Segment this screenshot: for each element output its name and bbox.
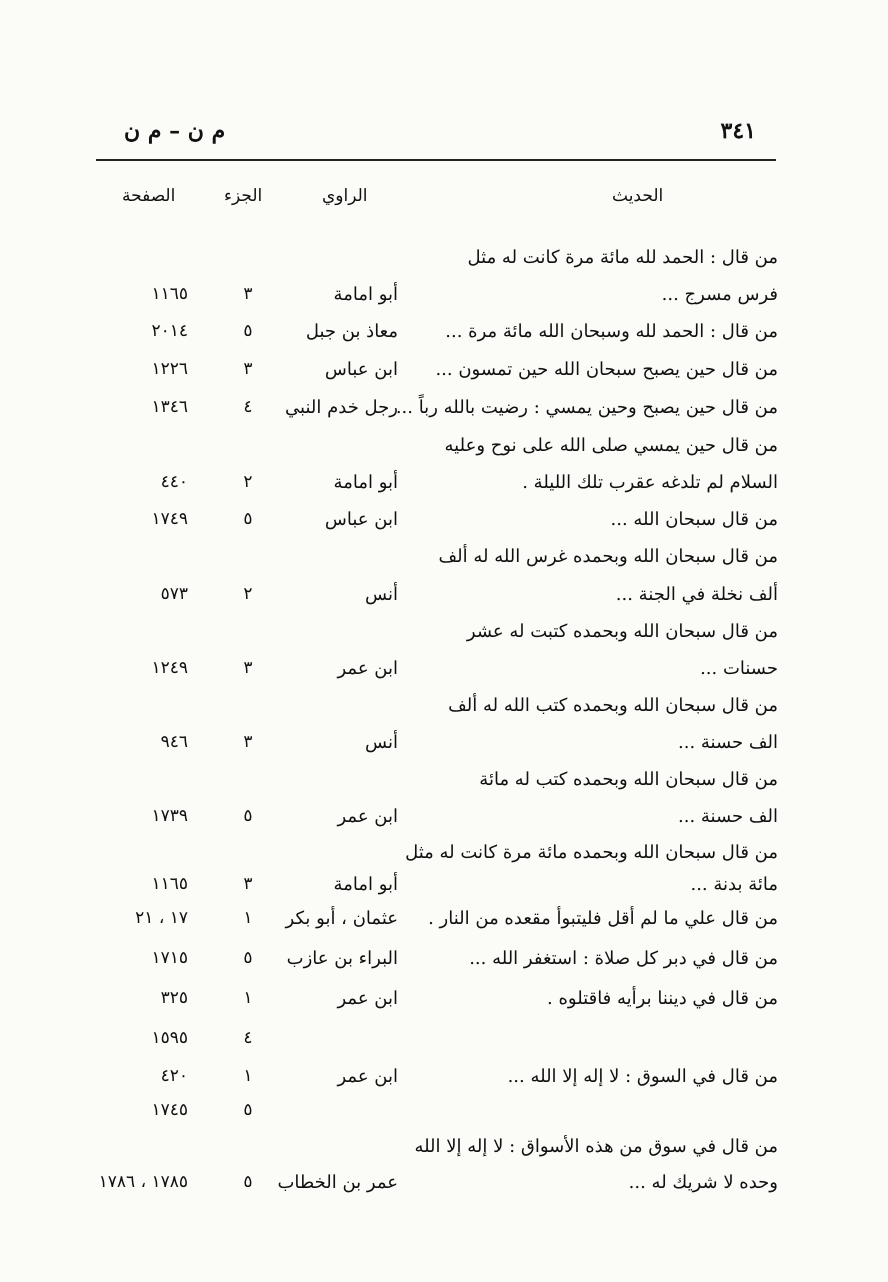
column-header-volume: الجزء (224, 186, 263, 206)
page-reference: ١٧١٥ (151, 948, 188, 968)
hadith-text: من قال : الحمد لله وسبحان الله مائة مرة ... (445, 321, 778, 342)
page-reference: ١٧٤٩ (151, 509, 188, 529)
page-reference: ٣٢٥ (160, 988, 188, 1008)
page-reference: ٢٠١٤ (151, 321, 188, 341)
narrator-name: ابن عمر (337, 988, 398, 1009)
page-reference: ٩٤٦ (160, 732, 188, 752)
page-reference: ٤٤٠ (160, 472, 188, 492)
page-reference: ١٧٤٥ (151, 1100, 188, 1120)
narrator-name: أنس (365, 732, 398, 753)
hadith-text: من قال سبحان الله وبحمده غرس الله له ألف (438, 546, 778, 567)
narrator-name: ابن عمر (337, 806, 398, 827)
narrator-name: عثمان ، أبو بكر (285, 908, 398, 929)
hadith-text: من قال سبحان الله وبحمده كتبت له عشر (466, 621, 778, 642)
narrator-name: ابن عباس (324, 359, 398, 380)
hadith-text: الف حسنة ... (678, 806, 778, 827)
section-range: م ن – م ن (124, 118, 226, 144)
hadith-text: من قال سبحان الله ... (610, 509, 778, 530)
narrator-name: عمر بن الخطاب (277, 1172, 398, 1193)
page-reference: ١٧٣٩ (151, 806, 188, 826)
narrator-name: ابن عمر (337, 658, 398, 679)
hadith-text: من قال سبحان الله وبحمده كتب له مائة (479, 769, 778, 790)
column-header-narrator: الراوي (322, 186, 368, 206)
hadith-text: من قال حين يمسي صلى الله على نوح وعليه (444, 435, 778, 456)
header-rule (96, 159, 776, 161)
volume-number: ٥ (243, 321, 253, 341)
page-reference: ١٢٢٦ (151, 359, 188, 379)
page-reference: ١٧ ، ٢١ (135, 908, 188, 928)
volume-number: ١ (243, 1066, 253, 1086)
narrator-name: أنس (365, 584, 398, 605)
narrator-name: البراء بن عازب (286, 948, 398, 969)
hadith-text: فرس مسرج ... (661, 284, 778, 305)
volume-number: ١ (243, 908, 253, 928)
hadith-text: من قال في السوق : لا إله إلا الله ... (507, 1066, 778, 1087)
volume-number: ٣ (243, 359, 253, 379)
hadith-text: حسنات ... (700, 658, 778, 679)
volume-number: ٢ (243, 472, 253, 492)
volume-number: ٥ (243, 1100, 253, 1120)
hadith-text: من قال سبحان الله وبحمده مائة مرة كانت له مثل (405, 842, 778, 863)
page-reference: ٤٢٠ (160, 1066, 188, 1086)
hadith-text: من قال حين يصبح وحين يمسي : رضيت بالله رباً ... (395, 397, 778, 418)
volume-number: ٣ (243, 658, 253, 678)
volume-number: ٥ (243, 509, 253, 529)
hadith-text: من قال حين يصبح سبحان الله حين تمسون ... (435, 359, 778, 380)
volume-number: ٥ (243, 806, 253, 826)
volume-number: ٢ (243, 584, 253, 604)
hadith-text: السلام لم تلدغه عقرب تلك الليلة . (522, 472, 778, 493)
page-reference: ١١٦٥ (151, 874, 188, 894)
page-reference: ٥٧٣ (160, 584, 188, 604)
hadith-text: من قال في ديننا برأيه فاقتلوه . (547, 988, 778, 1009)
hadith-text: من قال : الحمد لله مائة مرة كانت له مثل (467, 247, 778, 268)
page-reference: ١٥٩٥ (151, 1028, 188, 1048)
hadith-text: من قال علي ما لم أقل فليتبوأ مقعده من النار . (428, 908, 778, 929)
volume-number: ٣ (243, 284, 253, 304)
page-reference: ١١٦٥ (151, 284, 188, 304)
narrator-name: ابن عمر (337, 1066, 398, 1087)
narrator-name: أبو امامة (333, 284, 398, 305)
page-reference: ١٢٤٩ (151, 658, 188, 678)
hadith-text: مائة بدنة ... (690, 874, 778, 895)
narrator-name: معاذ بن جبل (305, 321, 398, 342)
page-reference: ١٧٨٥ ، ١٧٨٦ (98, 1172, 188, 1192)
narrator-name: أبو امامة (333, 472, 398, 493)
volume-number: ٥ (243, 948, 253, 968)
narrator-name: رجل خدم النبي (285, 397, 398, 418)
volume-number: ٣ (243, 874, 253, 894)
volume-number: ١ (243, 988, 253, 1008)
page-number: ٣٤١ (720, 118, 756, 144)
hadith-text: من قال سبحان الله وبحمده كتب الله له ألف (448, 695, 778, 716)
hadith-text: الف حسنة ... (678, 732, 778, 753)
hadith-text: ألف نخلة في الجنة ... (615, 584, 778, 605)
column-header-page: الصفحة (122, 186, 176, 206)
hadith-text: وحده لا شريك له ... (628, 1172, 778, 1193)
narrator-name: ابن عباس (324, 509, 398, 530)
page-reference: ١٣٤٦ (151, 397, 188, 417)
hadith-text: من قال في دبر كل صلاة : استغفر الله ... (469, 948, 778, 969)
volume-number: ٤ (243, 397, 253, 417)
hadith-text: من قال في سوق من هذه الأسواق : لا إله إلا الله (414, 1136, 778, 1157)
volume-number: ٤ (243, 1028, 253, 1048)
narrator-name: أبو امامة (333, 874, 398, 895)
volume-number: ٣ (243, 732, 253, 752)
column-header-hadith: الحديث (612, 186, 664, 206)
volume-number: ٥ (243, 1172, 253, 1192)
